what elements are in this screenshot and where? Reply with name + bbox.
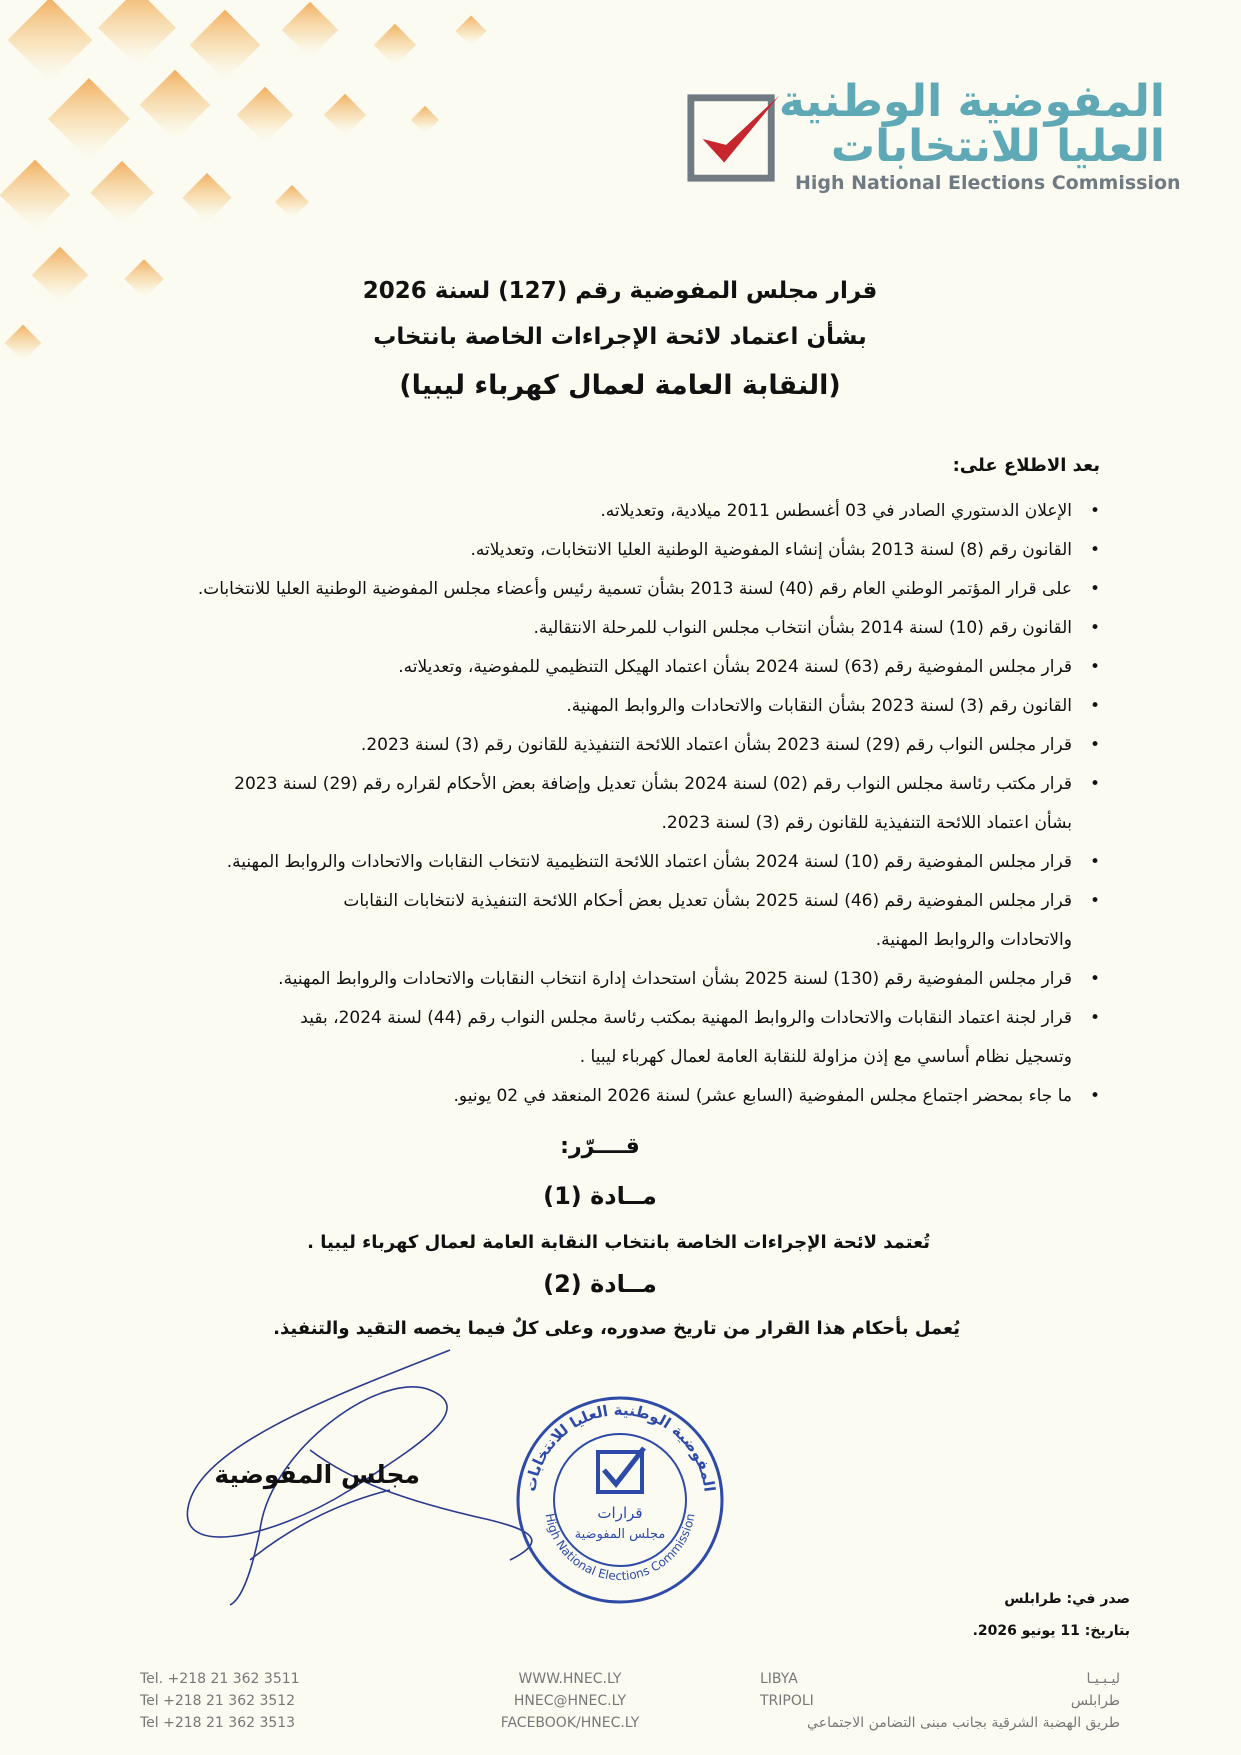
article-2-heading: مــادة (2) bbox=[543, 1270, 657, 1298]
list-item: • الإعلان الدستوري الصادر في 03 أغسطس 2011 ميلادية، وتعديلاته. bbox=[100, 492, 1100, 531]
logo-arabic-line1: المفوضية الوطنية bbox=[778, 76, 1165, 127]
hnec-logo bbox=[685, 76, 1181, 197]
official-stamp bbox=[510, 1390, 730, 1610]
list-item: • قرار مجلس المفوضية رقم (10) لسنة 2024 بشأن اعتماد اللائحة التنظيمية لانتخاب النقابات والاتحادات والروابط المهنية. bbox=[100, 843, 1100, 882]
checkbox-logo-icon bbox=[685, 88, 783, 186]
bullet: • bbox=[1089, 579, 1100, 599]
article-1-heading: مــادة (1) bbox=[543, 1182, 657, 1210]
list-item: • قرار مكتب رئاسة مجلس النواب رقم (02) لسنة 2024 بشأن تعديل وإضافة بعض الأحكام لقراره رقم (29) لسنة 2023 بشأن اعتماد اللائحة التنفيذية للقانون رقم (3) لسنة 2023. bbox=[100, 765, 1100, 843]
decision-body bbox=[100, 452, 1100, 1116]
list-item: • قرار مجلس المفوضية رقم (63) لسنة 2024 بشأن اعتماد الهيكل التنظيمي للمفوضية، وتعديلاته. bbox=[100, 648, 1100, 687]
footer bbox=[120, 1668, 1120, 1738]
bullet: • bbox=[1089, 735, 1100, 755]
bullet: • bbox=[1089, 774, 1100, 794]
list-item: • القانون رقم (8) لسنة 2013 بشأن إنشاء المفوضية الوطنية العليا الانتخابات، وتعديلاته. bbox=[100, 531, 1100, 570]
issued-date: بتاريخ: 11 يونيو 2026. bbox=[972, 1623, 1130, 1639]
bullet: • bbox=[1089, 1086, 1100, 1106]
footer-address bbox=[760, 1668, 1120, 1734]
email: HNEC@HNEC.LY bbox=[513, 1693, 627, 1709]
phone-2: Tel +218 21 362 3512 bbox=[140, 1693, 296, 1709]
website: WWW.HNEC.LY bbox=[518, 1671, 622, 1687]
list-item: • قرار مجلس المفوضية رقم (130) لسنة 2025 بشأن استحداث إدارة انتخاب النقابات والاتحادات والروابط المهنية. bbox=[100, 960, 1100, 999]
stamp-ring-english: High National Elections Commission bbox=[542, 1512, 698, 1584]
facebook: FACEBOOK/HNEC.LY bbox=[500, 1715, 640, 1731]
footer-phones bbox=[140, 1668, 300, 1734]
title-line-2: بشأن اعتماد لائحة الإجراءات الخاصة بانتخاب bbox=[373, 324, 867, 350]
article-2-text: يُعمل بأحكام هذا القرار من تاريخ صدوره، وعلى كلٌ فيما يخصه التقيد والتنفيذ. bbox=[273, 1318, 960, 1339]
bullet: • bbox=[1089, 501, 1100, 521]
list-item: • قرار مجلس النواب رقم (29) لسنة 2023 بشأن اعتماد اللائحة التنفيذية للقانون رقم (3) لسنة 2023. bbox=[100, 726, 1100, 765]
decision-title bbox=[280, 268, 960, 412]
list-item: • قرار مجلس المفوضية رقم (46) لسنة 2025 بشأن تعديل بعض أحكام اللائحة التنفيذية لانتخابات النقابات والاتحادات والروابط المهنية. bbox=[100, 882, 1100, 960]
bullet: • bbox=[1089, 618, 1100, 638]
council-signature-label: مجلس المفوضية bbox=[214, 1460, 420, 1489]
issued-place: صدر في: طرابلس bbox=[1004, 1591, 1130, 1607]
city-en: TRIPOLI bbox=[760, 1693, 814, 1709]
title-line-1: قرار مجلس المفوضية رقم (127) لسنة 2026 bbox=[362, 278, 878, 304]
country-en: LIBYA bbox=[760, 1671, 798, 1687]
preamble: بعد الاطلاع على: bbox=[952, 455, 1100, 476]
bullet: • bbox=[1089, 696, 1100, 716]
svg-text:High National Elections Commis bbox=[542, 1512, 697, 1583]
city-ar: طرابلس bbox=[1070, 1693, 1120, 1709]
footer-web bbox=[450, 1668, 690, 1734]
references-list bbox=[100, 492, 1100, 1116]
stamp-ring-arabic: المفوضية الوطنية العليا للانتخابات bbox=[521, 1400, 719, 1493]
bullet: • bbox=[1089, 852, 1100, 872]
bullet: • bbox=[1089, 969, 1100, 989]
title-line-3: (النقابة العامة لعمال كهرباء ليبيا) bbox=[399, 370, 841, 401]
stamp-center-line2: مجلس المفوضية bbox=[574, 1527, 666, 1542]
address-ar: طريق الهضبة الشرقية بجانب مبنى التضامن الاجتماعي bbox=[807, 1715, 1120, 1731]
list-item: • ما جاء بمحضر اجتماع مجلس المفوضية (السابع عشر) لسنة 2026 المنعقد في 02 يونيو. bbox=[100, 1077, 1100, 1116]
list-item: • القانون رقم (3) لسنة 2023 بشأن النقابات والاتحادات والروابط المهنية. bbox=[100, 687, 1100, 726]
list-item: • قرار لجنة اعتماد النقابات والاتحادات والروابط المهنية بمكتب رئاسة مجلس النواب رقم (44) لسنة 2024، بقيد وتسجيل نظام أساسي مع إذن مزاولة للنقابة العامة لعمال كهرباء ليبيا . bbox=[100, 999, 1100, 1077]
bullet: • bbox=[1089, 891, 1100, 911]
phone-1: Tel. +218 21 362 3511 bbox=[140, 1671, 300, 1687]
article-1-text: تُعتمد لائحة الإجراءات الخاصة بانتخاب النقابة العامة لعمال كهرباء ليبيا . bbox=[307, 1232, 930, 1253]
bullet: • bbox=[1089, 657, 1100, 677]
phone-3: Tel +218 21 362 3513 bbox=[140, 1715, 296, 1731]
bullet: • bbox=[1089, 1008, 1100, 1028]
logo-english-name: High National Elections Commission bbox=[795, 172, 1181, 194]
list-item: • على قرار المؤتمر الوطني العام رقم (40) لسنة 2013 بشأن تسمية رئيس وأعضاء مجلس المفوضية الوطنية العليا للانتخابات. bbox=[100, 570, 1100, 609]
bullet: • bbox=[1089, 540, 1100, 560]
country-ar: ليـبـيـا bbox=[1086, 1671, 1120, 1687]
logo-arabic-line2: العليا للانتخابات bbox=[830, 121, 1165, 172]
decided-heading: قــــرّر: bbox=[560, 1134, 640, 1159]
stamp-center-line1: قرارات bbox=[597, 1504, 643, 1522]
list-item: • القانون رقم (10) لسنة 2014 بشأن انتخاب مجلس النواب للمرحلة الانتقالية. bbox=[100, 609, 1100, 648]
issued-info bbox=[880, 1583, 1130, 1647]
